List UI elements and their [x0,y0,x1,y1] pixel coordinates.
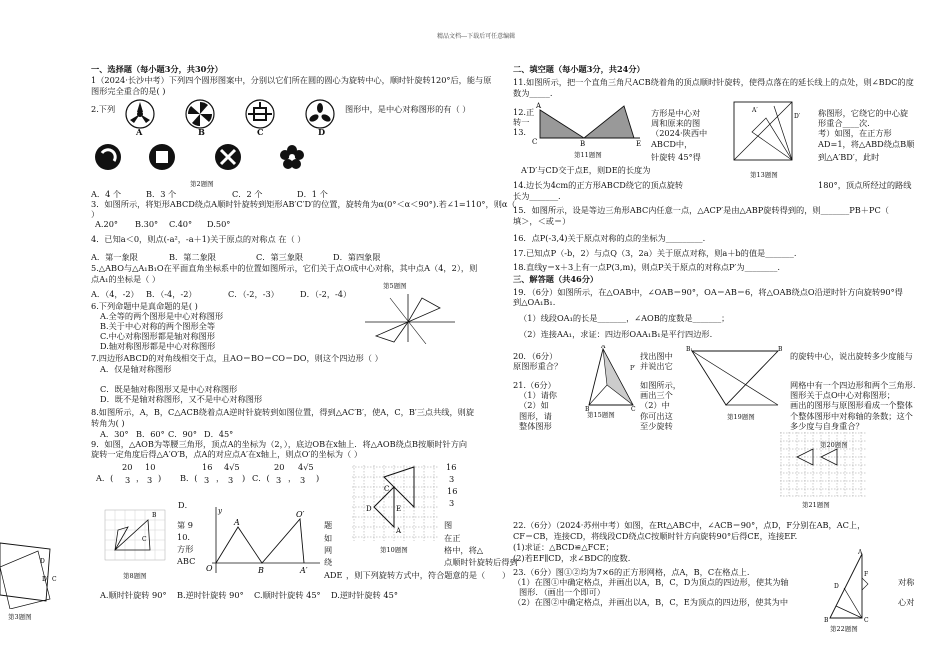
q2-figure-4 [280,145,304,169]
fig22-caption: 第22题图 [830,625,858,633]
q10-frag-12: 图 [444,520,453,530]
q21-right-5: 多少度与自身重合？ [790,421,864,431]
q23-text: 23.（6分）图①②均为7×6的正方形网格，点A，B，C在格点上. [513,567,750,577]
q21-frag-1: 21.（6分） [513,380,556,390]
svg-text:C: C [631,406,636,411]
fig8-caption: 第8题图 [123,572,147,580]
q20-mid-2: 并说出它 [640,361,673,371]
q21-mid-3: （2）中 [640,400,670,410]
q12-frag-2: 转一 [513,117,530,127]
q13-right-1: 考）如图，在正方形 [818,128,892,138]
q19-text-line2: 到△OA₁B₁. [513,297,556,307]
q21-mid-1: 如图所示， [640,380,681,390]
svg-text:B₁: B₁ [686,346,693,353]
svg-text:A: A [536,102,542,110]
fig8-diagram [100,505,170,567]
q10-frag-3: 方形 [177,544,194,554]
svg-text:F: F [864,571,869,578]
svg-text:A: A [234,518,240,527]
q21-mid-5: 至少旋转 [640,421,673,431]
q20-mid-1: 找出图中 [640,351,673,361]
fig3-caption: 第3题图 [8,613,32,621]
svg-text:C: C [864,617,869,623]
q1-figure-d [306,100,334,128]
q3-text-line1: 3．如图所示，将矩形ABCD绕点A顺时针旋转到矩形AB′C′D′的位置，旋转角为α(0°＜α＜90°).若∠1=110°，则α（ [91,199,516,209]
fig21-caption: 第21题图 [802,501,830,509]
q13-mid-1: （2024·陕西中 [651,128,708,138]
q14-text-c: 180°，顶点所经过的路线 [818,180,912,190]
q2-option-d: D．1 个 [297,189,328,199]
q7-option-d: D．既不是轴对称图形，又不是中心对称图形 [100,394,263,404]
q8-text-line1: 8.如图所示，A，B，C△ACB绕着点A逆时针旋转到如图位置，得到△AC′B′，使A，C，B′三点共线，则旋 [91,407,475,417]
fig3-diagram [0,537,70,609]
fig5-caption: 第5题图 [383,282,407,290]
q12-frag-1: 12.正 [513,107,535,117]
fig19-caption: 第19题图 [727,413,755,421]
q10-frag-15: 点顺时针旋转后得到 [444,557,518,567]
q9-c-close: ) [316,473,320,483]
q5-text-line2: 点A₁的坐标是（ ） [91,274,161,284]
q4-option-d: D．第四象限 [333,252,381,262]
q2-text-a: 2.下列 [91,104,116,114]
q21-frag-4: 图形，请 [519,411,552,421]
q15-text: 15．如图所示，设是等边三角形ABC内任意一点，△ACP′是由△ABP旋转得到的，则_______PB＋PC（ [513,205,889,215]
svg-text:C: C [384,485,390,493]
q10-frag-9: ADE [324,570,343,580]
q1-figures [118,98,348,138]
q12-mid-2: 周和原来的图 [651,118,701,128]
q13-mid-3: 针旋转 45°得 [651,152,701,162]
svg-text:C: C [52,576,57,583]
q4-text: 4．已知a＜0，则点(-a²，-a＋1)关于原点的对称点 在（ ） [91,234,306,244]
q7-option-a: A．仅是轴对称图形 [100,364,172,374]
fig19-diagram [686,345,786,411]
q9-d-bot-num: 16 [447,486,458,496]
q9-d-bot-den: 3 [449,498,455,508]
section3-title: 三、解答题（共46分） [513,274,599,284]
q2-figures [92,140,322,176]
q8-option-d: D．45° [204,429,234,439]
q19-text-line1: 19．（6分）如图所示，在△OAB中，∠OAB＝90°，OA＝AB＝6，将△OAB绕点O沿逆时针方向旋转90°得 [513,287,903,297]
q9-c-x-num: 20 [274,462,285,472]
fig11-caption: 第11题图 [574,151,602,159]
q1-figure-a [126,100,154,128]
q1-figure-b [186,100,214,128]
q10-frag-10: ，则下列旋转方式中，符合题意的是（ [346,570,486,580]
q6-option-b: B.关于中心对称的两个图形全等 [100,321,216,331]
fig13-caption: 第13题图 [750,171,778,179]
q9-option-b-prefix: B．( [180,473,198,483]
q10-option-d: D.逆时针旋转 45° [331,590,398,600]
q9-d-top-num: 16 [446,462,457,472]
svg-text:D: D [40,558,45,565]
svg-text:B: B [585,406,590,411]
q21-right-3: 画出的图形与原图形看成一个整体 [790,400,913,410]
svg-text:E: E [636,140,642,148]
svg-text:O′: O′ [296,510,305,519]
q10-frag-11: ） [502,570,511,580]
q6-text: 6.下列命题中是真命题的是( ) [91,301,198,311]
q3-option-a: A.20° [95,219,119,229]
q10-frag-4: ABC [177,556,196,566]
q4-option-c: C．第三象限 [256,252,304,262]
svg-text:C: C [532,138,538,146]
q1-label-a: A [136,127,143,137]
q10-frag-6: 如 [324,533,333,543]
svg-text:O: O [206,564,213,573]
q7-option-c: C．既是轴对称图形又是中心对称图形 [100,384,238,394]
q23-part1: （1）在图①中确定格点，并画出以A，B，C，D为顶点的四边形，使其为轴 [513,577,789,587]
svg-text:B: B [778,346,783,353]
q2-figure-1 [95,144,121,170]
q5-option-c: C．（-2，-3） [228,289,279,299]
q9-a-y-den: 3 [147,475,153,485]
q2-text-b: 图形中，是中心对称图形的有（ ） [345,104,471,114]
q9-c-x-den: 3 [276,475,282,485]
q20-frag-1: 20．（6分） [513,351,558,361]
section1-title: 一、选择题（每小题3分，共30分） [91,64,223,74]
q5-option-a: A．（4，-2） [91,289,139,299]
q13-right-2: AD=1，将△ABD绕点B顺 [818,139,915,149]
q9-d-top-den: 3 [449,474,455,484]
svg-text:D′: D′ [794,113,801,120]
q10-option-b: B.逆时针旋转 90° [177,590,244,600]
q4-option-b: B．第二象限 [169,252,216,262]
page-header: 精品文档---下载后可任意编辑 [437,33,516,40]
q5-option-d: D．（-2，-4） [300,289,352,299]
q21-right-4: 个整体图形中对称轴的条数；这个 [790,411,913,421]
q9-option-c-prefix: C．( [252,473,270,483]
q10-frag-14: 格中，将△ [444,545,484,555]
q8-text-line2: 转角为( ) [91,418,125,428]
svg-text:D: D [366,505,372,513]
q9-option-a-prefix: A．( [96,473,114,483]
q21-frag-5: 整体图形 [519,421,552,431]
q23-part2-end: 心对 [898,597,915,607]
q19-part2: （2）连接AA₁，求证：四边形OAA₁B₁是平行四边形. [519,329,713,339]
q15-text-b: 填＞，＜或＝） [513,216,571,226]
q5-option-b: B．（-4，-2） [146,289,197,299]
q10-frag-2: 10. [177,532,191,542]
fig5-diagram [360,292,460,344]
q8-option-c: C．90° [168,429,197,439]
fig10-caption: 第10题图 [380,546,408,554]
svg-text:A′: A′ [752,107,758,114]
q11-text: 11.如图所示，把一个直角三角尺ACB绕着角的顶点顺时针旋转，使得点落在的延长线上的点处，则∠BDC的度 [513,77,914,87]
q5-text-line1: 5.△ABO与△A₁B₁O在平面直角坐标系中的位置如图所示，它们关于点O成中心对称，其中点A（4，2），则 [91,263,478,273]
q14-text-b: 长为_______. [513,191,561,201]
q11-text-line2: 数为_____. [513,88,553,98]
q18-text: 18.直线y＝x＋3上有一点P(3,m)，则点P关于原点的对称点P′为________. [513,262,780,272]
svg-text:D: D [834,583,839,590]
fig13-diagram [726,98,812,170]
fig15-caption: 第15题图 [587,411,615,419]
fig11-diagram [532,100,644,148]
q7-text: 7.四边形ABCD的对角线相交于点，且AO＝BO＝CO＝DO，则这个四边形（ ） [91,353,383,363]
q22-part2: (2)若EF∥CD，求∠BDC的度数. [513,553,631,563]
q9-a-y-num: 10 [145,462,156,472]
svg-text:B: B [152,512,157,519]
svg-text:B: B [824,617,829,623]
svg-text:D′: D′ [42,576,49,583]
q13-text-de: A′D′与CD交于点E，则DE的长度为 [521,165,651,175]
q21-frag-3: （2）如 [519,400,549,410]
q3-option-b: B.30° [135,219,159,229]
q10-frag-8: 绕 [324,557,333,567]
q21-mid-2: 画出三个 [640,390,673,400]
fig2-caption: 第2题图 [190,180,214,188]
q9-c-comma: ， [288,473,297,483]
q9-b-y-num: 4√5 [224,462,240,472]
svg-text:y: y [218,507,222,515]
q2-figure-3 [215,144,241,170]
q8-option-b: B．60° [136,429,165,439]
q14-text: 14.边长为4cm的正方形ABCD绕它的顶点旋转 [513,180,684,190]
q12-mid-1: 方形是中心对 [651,108,701,118]
q9-a-close: ) [158,473,162,483]
q9-option-d-prefix: D． [178,500,193,510]
section2-title: 二、填空题（每小题3分，共24分） [513,64,645,74]
q6-option-d: D.轴对称图形都是中心对称图形 [100,341,216,351]
q19-part1: （1）线段OA₁的长是_______，∠AOB的度数是_______； [519,313,730,323]
svg-text:A: A [601,345,606,350]
q2-option-a: A．4 个 [91,189,122,199]
q3-text-line2: ） [91,209,100,219]
q9-b-y-den: 3 [228,475,234,485]
fig20-caption: 第20题图 [820,441,848,449]
q16-text: 16．点P(-3,4)关于原点对称的点的坐标为_________. [513,233,706,243]
fig15-diagram [585,345,637,411]
q12-right-1: 称图形，它绕它的中心旋 [818,108,909,118]
q23-part2: （2）在图②中确定格点，并画出以A，B，C，E为顶点的四边形，使其为中 [513,597,789,607]
q10-frag-5: 题 [324,520,333,530]
q8-option-a: A．30° [100,429,129,439]
q10-frag-1: 第 9 [177,520,193,530]
svg-text:B: B [258,566,264,575]
q23-part1-line2: 图形．（画出一个即可） [519,587,605,597]
q9-a-comma: ， [136,473,145,483]
q9-c-y-num: 4√5 [298,462,314,472]
q1-label-d: D [318,127,326,137]
q20-frag-2: 原图形重合？ [513,361,563,371]
fig15-label-p: P′ [630,365,636,372]
svg-text:B: B [580,140,586,148]
q1-label-c: C [257,127,264,137]
q9-c-y-den: 3 [300,475,306,485]
fig22-diagram [822,548,872,623]
q9-a-x-num: 20 [122,462,133,472]
q2-option-b: B．3 个 [146,189,177,199]
q22-text-line2: CF＝CB，连接CD，将线段CD绕点C按顺时针方向旋转90°后得CE，连接EF. [513,531,798,541]
q23-part1-end: 对称 [898,577,915,587]
q10-option-c: C.顺时针旋转 45° [254,590,321,600]
q3-option-d: D.50° [207,219,231,229]
q2-figure-2 [149,144,175,170]
q13-right-3: 到△A′BD′，此时 [818,152,880,162]
q9-b-close: ) [242,473,246,483]
q21-right-2: 图形关于点O中心对称图形； [790,390,895,400]
svg-text:A: A [858,549,863,556]
q1-figure-c [246,100,274,128]
q10-frag-7: 网 [324,545,333,555]
q21-mid-4: 你可出这 [640,411,673,421]
q1-text-line2: 图形完全重合的是( ) [91,86,166,96]
svg-text:C: C [142,536,147,543]
svg-text:A: A [396,527,402,535]
q9-b-comma: ， [216,473,225,483]
q9-b-x-den: 3 [204,475,210,485]
q1-label-b: B [198,127,205,137]
q13-mid-2: ABCD中， [651,139,693,149]
q9-text-line2: 旋转一定角度后得△A′O′B，点A的对应点A′在x轴上，则点O′的坐标为（ ） [91,449,363,459]
q10-option-a: A.顺时针旋转 90° [100,590,167,600]
q1-text-line1: 1（2024·长沙中考）下列四个圆形图案中，分别以它们所在圆的圆心为旋转中心，顺时针旋转120°后，能与原 [91,75,492,85]
q9-b-x-num: 16 [202,462,213,472]
fig9-diagram [200,505,325,577]
q3-option-c: C.40° [169,219,193,229]
q6-option-a: A.全等的两个图形是中心对称图形 [100,311,224,321]
q22-part1: (1)求证：△BCD≌△FCE； [513,542,614,552]
svg-text:E: E [396,505,402,513]
svg-text:A′: A′ [300,566,308,575]
q12-right-2: 形重合____次. [818,118,870,128]
q9-a-x-den: 3 [125,475,131,485]
q10-frag-13: 在正 [444,533,461,543]
q2-option-c: C．2 个 [232,189,263,199]
q4-option-a: A．第一象限 [91,252,138,262]
fig10-grid [350,463,440,545]
q21-frag-2: （1）请你 [519,390,557,400]
q13-frag: 13. [513,127,527,137]
q17-text: 17.已知点P（-b，2）与点Q（3，2a）关于原点对称，则a＋b的值是_______. [513,248,797,258]
q21-right-1: 网格中有一个四边形和两个三角形. [790,380,916,390]
q22-text-line1: 22.（6分）（2024·苏州中考）如图，在Rt△ABC中，∠ACB＝90°，点D，F分别在AB，AC上， [513,520,866,530]
q20-right: 的旋转中心，说出旋转多少度能与 [790,351,913,361]
q6-option-c: C.中心对称图形都是轴对称图形 [100,331,216,341]
q9-text-line1: 9．如图，△AOB为等腰三角形，顶点A的坐标为（2，），底边OB在x轴上．将△AOB绕点B按顺时针方向 [91,439,468,449]
